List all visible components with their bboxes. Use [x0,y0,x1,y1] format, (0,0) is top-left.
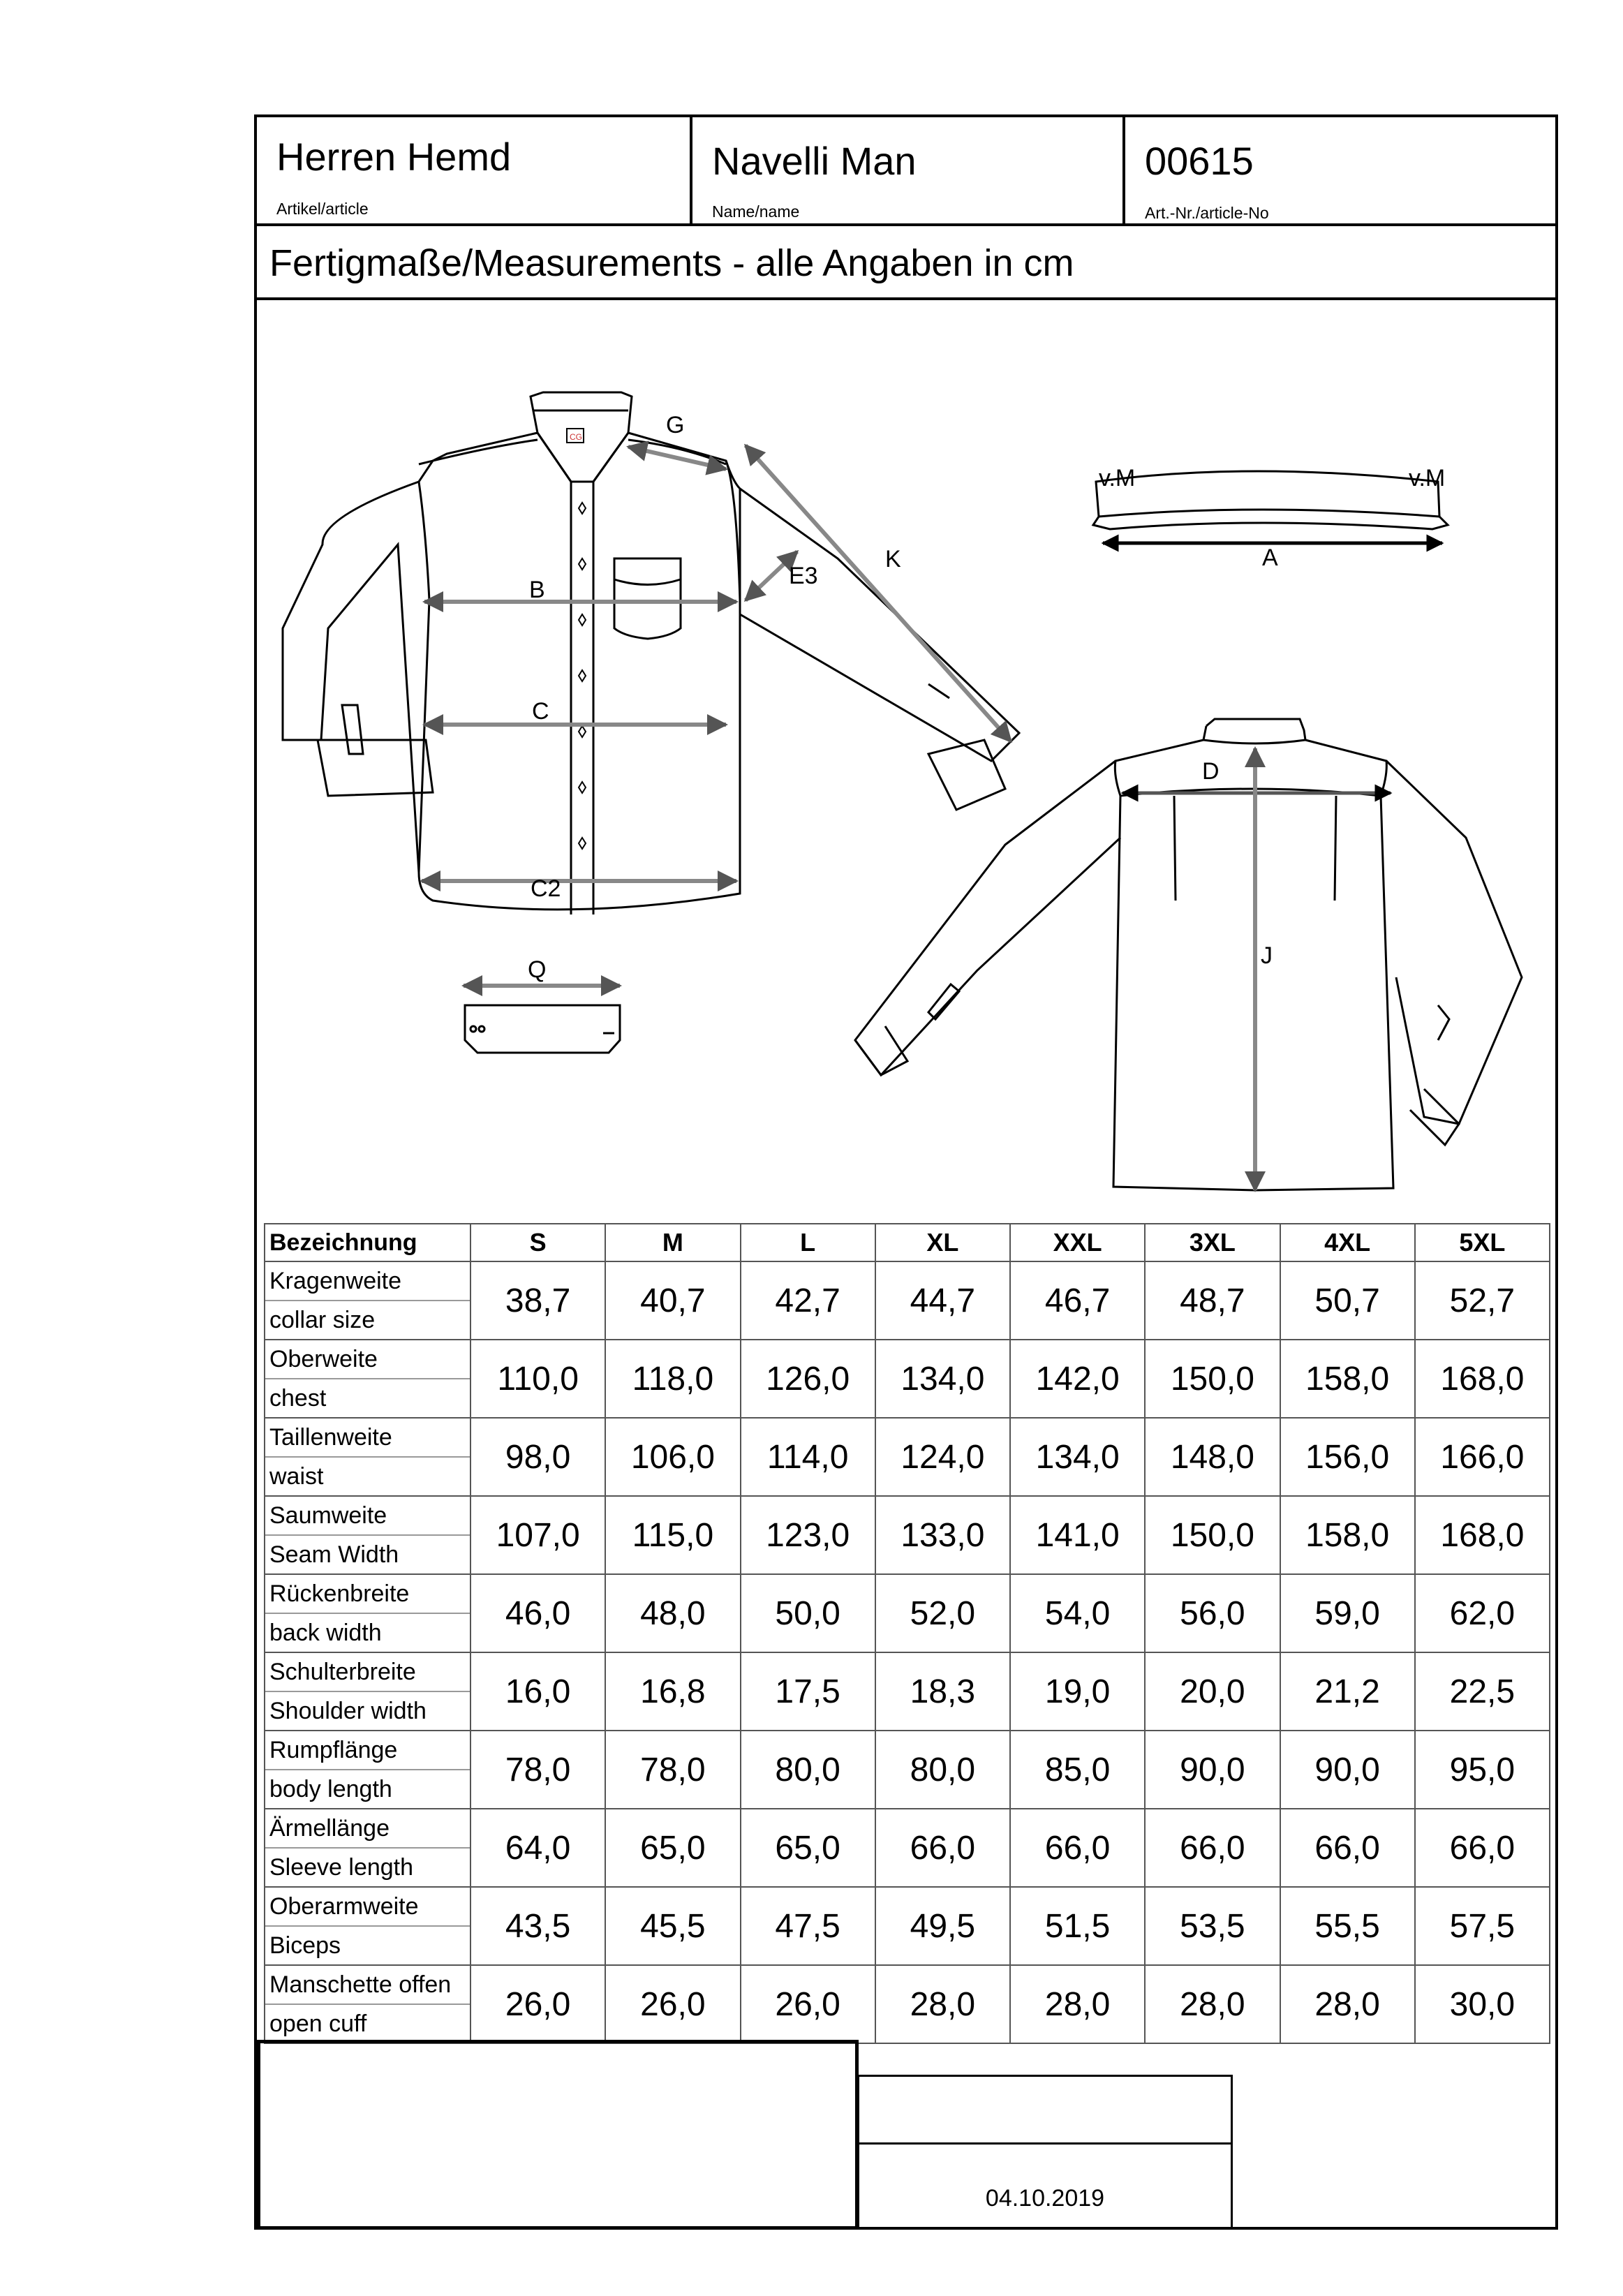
measurement-value: 98,0 [470,1418,605,1496]
label-g: G [666,412,685,438]
size-table [264,1223,1550,2044]
label-c2: C2 [531,875,561,902]
measurement-value: 56,0 [1145,1574,1280,1652]
label-a: A [1262,545,1278,571]
measurement-value: 158,0 [1280,1340,1415,1418]
front-shirt [283,392,1019,914]
measurement-name-en: Biceps [269,1932,341,1959]
brand-logo: CG [570,432,582,442]
front-measurement-arrows [422,445,1011,881]
size-header: 3XL [1145,1224,1280,1261]
measurement-value: 19,0 [1010,1652,1145,1731]
measurement-value: 66,0 [875,1809,1010,1887]
measurement-value: 156,0 [1280,1418,1415,1496]
measurement-value: 168,0 [1415,1340,1550,1418]
measurement-name-de: Oberarmweite [265,1888,470,1927]
table-row [265,1496,1550,1574]
measurement-value: 66,0 [1415,1809,1550,1887]
measurement-value: 16,8 [605,1652,740,1731]
measurement-value: 85,0 [1010,1731,1145,1809]
measurement-name-de: Rückenbreite [265,1575,470,1614]
measurement-name [265,1340,470,1418]
measurement-value: 90,0 [1280,1731,1415,1809]
table-row [265,1340,1550,1418]
footer-signature-box [257,2040,859,2230]
table-row [265,1418,1550,1496]
label-k: K [885,546,901,572]
measurement-name [265,1652,470,1731]
measurement-value: 48,7 [1145,1261,1280,1340]
measurement-name-en: Sleeve length [269,1854,414,1881]
back-shirt [855,719,1522,1190]
size-header-row [265,1224,1550,1261]
measurement-name-de: Rumpflänge [265,1731,470,1770]
front-labels [529,412,901,902]
measurement-name-de: Manschette offen [265,1966,470,2005]
measurement-name-en: back width [269,1620,382,1646]
measurement-value: 50,0 [741,1574,875,1652]
artno-label: Art.-Nr./article-No [1145,204,1269,222]
measurement-value: 141,0 [1010,1496,1145,1574]
measurement-value: 21,2 [1280,1652,1415,1731]
measurement-name [265,1965,470,2043]
name-value: Navelli Man [712,139,917,183]
measurement-value: 59,0 [1280,1574,1415,1652]
measurement-value: 57,5 [1415,1887,1550,1965]
measurement-value: 134,0 [1010,1418,1145,1496]
measurement-value: 28,0 [1010,1965,1145,2043]
table-row [265,1965,1550,2043]
measurement-value: 80,0 [875,1731,1010,1809]
cuff-drawing [465,1005,620,1053]
artno-value: 00615 [1145,139,1254,183]
size-header: XXL [1010,1224,1145,1261]
measurement-name-de: Oberweite [265,1340,470,1379]
measurement-value: 65,0 [741,1809,875,1887]
measurement-name-de: Saumweite [265,1497,470,1536]
measurement-name [265,1887,470,1965]
measurement-value: 62,0 [1415,1574,1550,1652]
measurement-value: 28,0 [875,1965,1010,2043]
measurement-value: 114,0 [741,1418,875,1496]
header-label: Bezeichnung [265,1224,470,1261]
article-label: Artikel/article [276,200,369,218]
measurement-value: 126,0 [741,1340,875,1418]
footer-date: 04.10.2019 [985,2185,1105,2212]
footer-box-lower [857,2145,1233,2230]
measurement-value: 46,0 [470,1574,605,1652]
measurement-value: 26,0 [605,1965,740,2043]
measurement-value: 47,5 [741,1887,875,1965]
measurement-value: 78,0 [605,1731,740,1809]
measurement-value: 16,0 [470,1652,605,1731]
measurement-value: 42,7 [741,1261,875,1340]
label-b: B [529,577,545,603]
measurement-name-en: Seam Width [269,1541,399,1568]
table-row [265,1574,1550,1652]
measurement-value: 158,0 [1280,1496,1415,1574]
measurement-value: 142,0 [1010,1340,1145,1418]
footer-box-upper [857,2075,1233,2145]
measurement-value: 46,7 [1010,1261,1145,1340]
measurement-value: 166,0 [1415,1418,1550,1496]
measurement-value: 148,0 [1145,1418,1280,1496]
measurement-value: 133,0 [875,1496,1010,1574]
measurement-value: 106,0 [605,1418,740,1496]
measurement-name-en: Shoulder width [269,1698,427,1724]
measurement-value: 51,5 [1010,1887,1145,1965]
front-buttons [579,503,586,849]
collar-drawing [1093,471,1448,529]
measurement-value: 78,0 [470,1731,605,1809]
subtitle: Fertigmaße/Measurements - alle Angaben in cm [269,242,1074,284]
measurement-value: 95,0 [1415,1731,1550,1809]
measurement-value: 38,7 [470,1261,605,1340]
measurement-name-en: body length [269,1776,392,1802]
measurement-value: 66,0 [1280,1809,1415,1887]
measurement-value: 66,0 [1010,1809,1145,1887]
measurement-value: 43,5 [470,1887,605,1965]
label-vm-left: v.M [1099,465,1136,491]
measurement-value: 18,3 [875,1652,1010,1731]
measurement-name [265,1496,470,1574]
table-row [265,1731,1550,1809]
measurement-name [265,1574,470,1652]
measurement-name-en: waist [269,1463,324,1490]
label-j: J [1261,942,1273,969]
measurement-name [265,1731,470,1809]
measurement-name [265,1261,470,1340]
measurement-value: 123,0 [741,1496,875,1574]
table-row [265,1809,1550,1887]
measurement-name-en: open cuff [269,2010,367,2037]
measurement-name-de: Kragenweite [265,1262,470,1301]
measurement-value: 64,0 [470,1809,605,1887]
measurement-value: 134,0 [875,1340,1010,1418]
measurement-name [265,1418,470,1496]
measurement-value: 22,5 [1415,1652,1550,1731]
measurement-value: 107,0 [470,1496,605,1574]
measurement-value: 52,7 [1415,1261,1550,1340]
measurement-value: 17,5 [741,1652,875,1731]
table-row [265,1887,1550,1965]
measurement-value: 50,7 [1280,1261,1415,1340]
name-label: Name/name [712,202,800,221]
measurement-name-de: Ärmellänge [265,1809,470,1849]
measurement-value: 44,7 [875,1261,1010,1340]
measurement-value: 80,0 [741,1731,875,1809]
label-q: Q [528,956,547,983]
size-header: L [741,1224,875,1261]
measurement-value: 115,0 [605,1496,740,1574]
measurement-value: 48,0 [605,1574,740,1652]
measurement-value: 65,0 [605,1809,740,1887]
label-vm-right: v.M [1409,465,1446,491]
measurement-value: 45,5 [605,1887,740,1965]
size-header: XL [875,1224,1010,1261]
measurement-value: 49,5 [875,1887,1010,1965]
measurement-value: 66,0 [1145,1809,1280,1887]
measurement-value: 110,0 [470,1340,605,1418]
measurement-value: 90,0 [1145,1731,1280,1809]
measurement-name-de: Taillenweite [265,1419,470,1458]
measurement-name-de: Schulterbreite [265,1653,470,1692]
measurement-value: 26,0 [470,1965,605,2043]
measurement-name-en: collar size [269,1307,376,1333]
measurement-value: 150,0 [1145,1496,1280,1574]
measurement-value: 53,5 [1145,1887,1280,1965]
measurement-value: 28,0 [1280,1965,1415,2043]
table-row [265,1652,1550,1731]
label-e3: E3 [789,563,818,589]
size-header: M [605,1224,740,1261]
measurement-value: 26,0 [741,1965,875,2043]
measurement-value: 40,7 [605,1261,740,1340]
measure-k [746,445,1011,741]
measurement-value: 150,0 [1145,1340,1280,1418]
measurement-value: 118,0 [605,1340,740,1418]
measurement-value: 20,0 [1145,1652,1280,1731]
label-d: D [1202,758,1220,785]
measurement-value: 124,0 [875,1418,1010,1496]
table-row [265,1261,1550,1340]
measurement-value: 30,0 [1415,1965,1550,2043]
size-header: 5XL [1415,1224,1550,1261]
measurement-value: 28,0 [1145,1965,1280,2043]
label-c: C [532,698,549,725]
measurement-value: 54,0 [1010,1574,1145,1652]
article-value: Herren Hemd [276,135,512,179]
measurement-name [265,1809,470,1887]
measurement-value: 52,0 [875,1574,1010,1652]
size-header: S [470,1224,605,1261]
size-header: 4XL [1280,1224,1415,1261]
measurement-value: 168,0 [1415,1496,1550,1574]
measurement-name-en: chest [269,1385,327,1412]
measurement-value: 55,5 [1280,1887,1415,1965]
